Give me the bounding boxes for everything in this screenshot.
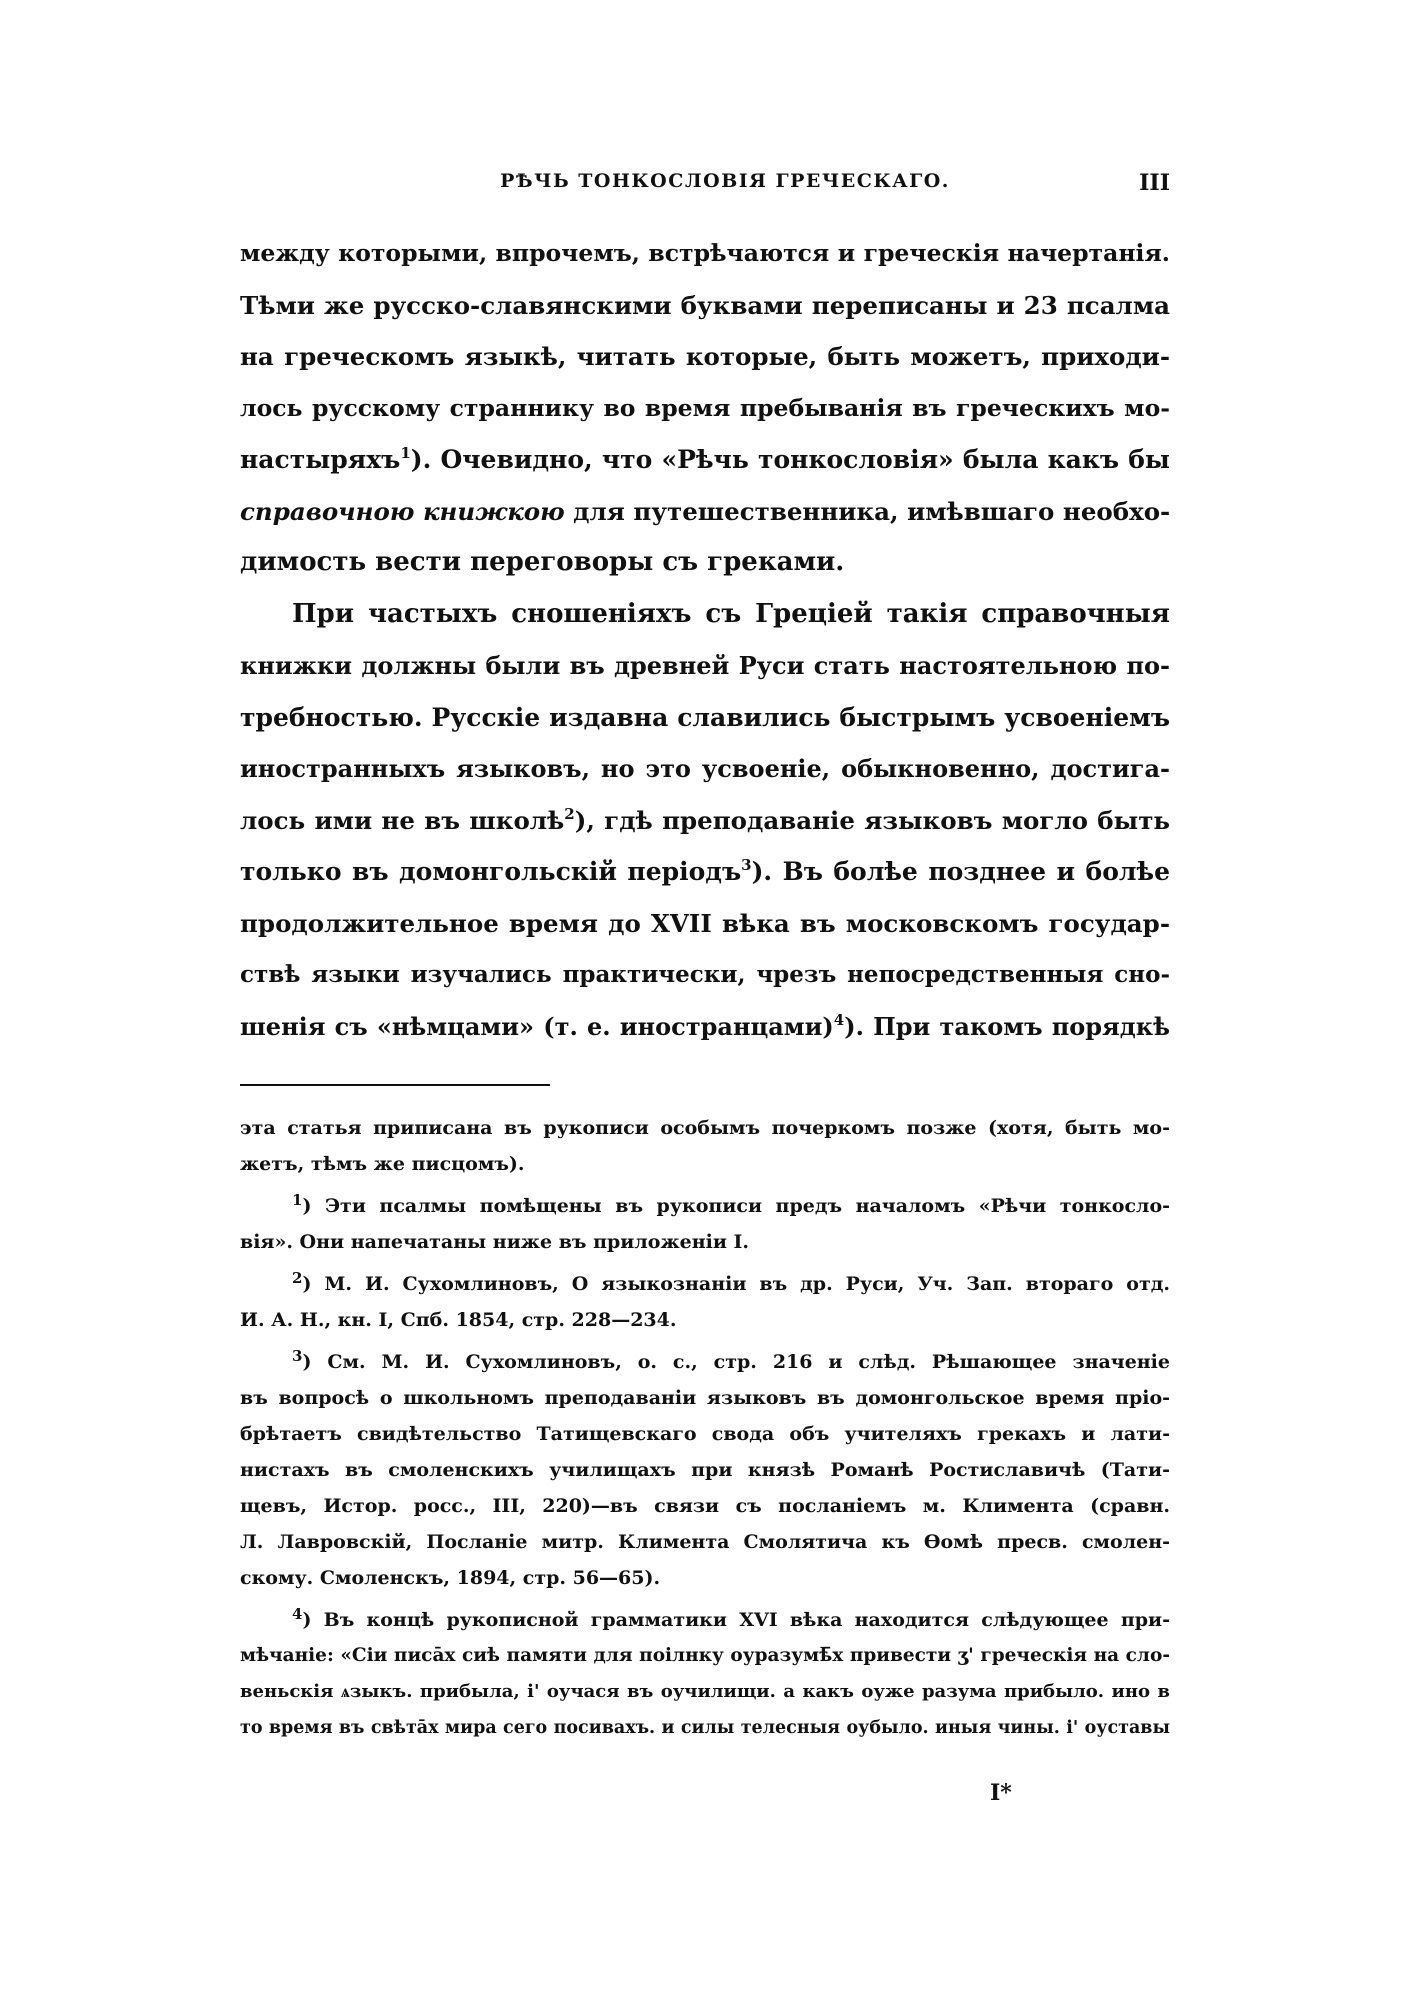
footnotes	[240, 1110, 1170, 1752]
text-segment: ) См. М. И. Сухомлиновъ, о. с., стр. 216 и слѣд. Рѣшающее значеніе	[302, 1351, 1170, 1373]
footnote-line: щевъ, Истор. росс., III, 220)—въ связи съ посланіемъ м. Климента (сравн.	[240, 1495, 1170, 1517]
text-segment: только въ домонгольскій періодъ	[240, 857, 742, 886]
text-segment: для путешественника, имѣвшаго необхо-	[564, 496, 1171, 526]
text-line	[240, 795, 1170, 847]
footnote-mark: 3	[292, 1347, 303, 1365]
footnote-line: жетъ, тѣмъ же писцомъ).	[240, 1153, 525, 1175]
page-header	[240, 170, 1170, 202]
footnote-line	[240, 1602, 1170, 1638]
text-segment: ) М. И. Сухомлиновъ, О языкознаніи въ др. Руси, Уч. Зап. втораго отд.	[302, 1273, 1170, 1295]
footnote-line: Л. Лавровскій, Посланіе митр. Климента Смолятича къ Ѳомѣ пресв. смолен-	[240, 1531, 1170, 1553]
footnote-ref: 1	[400, 444, 411, 462]
printer-signature: I*	[990, 1780, 1012, 1806]
text-segment: ). При такомъ порядкѣ	[844, 1011, 1170, 1041]
text-line: продолжительное время до XVII вѣка въ московскомъ государ-	[240, 908, 1170, 938]
text-line: требностью. Русскіе издавна славились быстрымъ усвоеніемъ	[240, 702, 1170, 732]
footnote-4	[240, 1602, 1170, 1746]
footnote-mark: 2	[292, 1269, 303, 1287]
footnote-line: эта статья приписана въ рукописи особымъ почеркомъ позже (хотя, быть мо-	[240, 1117, 1170, 1139]
footnote-2	[240, 1266, 1170, 1338]
text-line	[240, 434, 1170, 486]
footnote-mark: 1	[292, 1191, 303, 1209]
text-line	[240, 1001, 1170, 1053]
footnote-line: веньскія ѧзыкъ. прибыла, і' оучася въ оучилищи. а какъ оуже разума прибыло. ино в	[240, 1681, 1170, 1702]
text-segment: лось ими не въ школѣ	[240, 805, 565, 835]
text-segment: ). Очевидно, что «Рѣчь тонкословія» была какъ бы	[410, 445, 1170, 474]
footnote-line: въ вопросѣ о школьномъ преподаваніи языковъ въ домонгольское время пріо-	[240, 1387, 1170, 1409]
footnote-line: скому. Смоленскъ, 1894, стр. 56—65).	[240, 1567, 661, 1589]
running-title: РѢЧЬ ТОНКОСЛОВІЯ ГРЕЧЕСКАГО.	[500, 170, 950, 192]
text-line: лось русскому страннику во время пребыванія въ греческихъ мо-	[240, 393, 1170, 422]
footnote-line: нистахъ въ смоленскихъ училищахъ при князѣ Романѣ Ростиславичѣ (Тати-	[240, 1459, 1170, 1481]
main-text	[240, 228, 1170, 1052]
italic-phrase: справочною книжкою	[240, 496, 565, 526]
page-number: III	[1139, 170, 1170, 196]
text-line: между которыми, впрочемъ, встрѣчаются и греческія начертанія.	[240, 239, 1170, 267]
footnote-3	[240, 1344, 1170, 1596]
text-segment: ). Въ болѣе позднее и болѣе	[751, 857, 1170, 886]
footnote-line: брѣтаетъ свидѣтельство Татищевскаго свода объ учителяхъ грекахъ и лати-	[240, 1423, 1170, 1445]
text-segment: ) Въ концѣ рукописной грамматики XVI вѣка находится слѣдующее при-	[302, 1609, 1170, 1631]
footnote-line	[240, 1266, 1170, 1302]
footnote-1	[240, 1188, 1170, 1260]
footnote-ref: 3	[741, 856, 752, 874]
text-line: Тѣми же русско-славянскими буквами переписаны и 23 псалма	[240, 290, 1170, 320]
footnote-ref: 4	[833, 1010, 845, 1029]
text-segment: шенія съ «нѣмцами» (т. е. иностранцами)	[240, 1011, 834, 1041]
text-line: димость вести переговоры съ греками.	[240, 547, 845, 577]
text-segment: ) Эти псалмы помѣщены въ рукописи предъ началомъ «Рѣчи тонкосло-	[302, 1195, 1170, 1217]
footnote-line: мѣчаніе: «Сіи писа̄х сиѣ памяти для поілнку оуразумѣ̄х привести ӡ' греческія на сло-	[240, 1645, 1170, 1666]
text-line	[240, 486, 1170, 538]
footnote-line: вія». Они напечатаны ниже въ приложеніи I.	[240, 1231, 750, 1253]
footnote-continuation	[240, 1110, 1170, 1182]
footnote-ref: 2	[564, 804, 575, 823]
text-line	[240, 846, 1170, 898]
footnote-rule	[240, 1084, 550, 1086]
footnote-mark: 4	[292, 1605, 303, 1623]
text-segment: ), гдѣ преподаваніе языковъ могло быть	[574, 805, 1171, 835]
footnote-line: то время въ свѣта̄х мира сего посивахъ. и силы телесныя оубыло. иныя чины. і' оуставы	[240, 1718, 1170, 1738]
footnote-line	[240, 1344, 1170, 1380]
text-line: книжки должны были въ древней Руси стать настоятельною по-	[240, 651, 1170, 680]
text-line: При частыхъ сношеніяхъ съ Греціей такія справочныя	[292, 598, 1170, 629]
text-line: на греческомъ языкѣ, читать которые, быть можетъ, приходи-	[240, 342, 1170, 371]
text-line: иностранныхъ языковъ, но это усвоеніе, обыкновенно, достига-	[240, 754, 1170, 783]
footnote-line: И. А. Н., кн. I, Спб. 1854, стр. 228—234.	[240, 1309, 677, 1331]
footnote-line	[240, 1188, 1170, 1224]
text-segment: настыряхъ	[240, 445, 401, 474]
text-line: ствѣ языки изучались практически, чрезъ непосредственныя сно-	[240, 961, 1170, 988]
